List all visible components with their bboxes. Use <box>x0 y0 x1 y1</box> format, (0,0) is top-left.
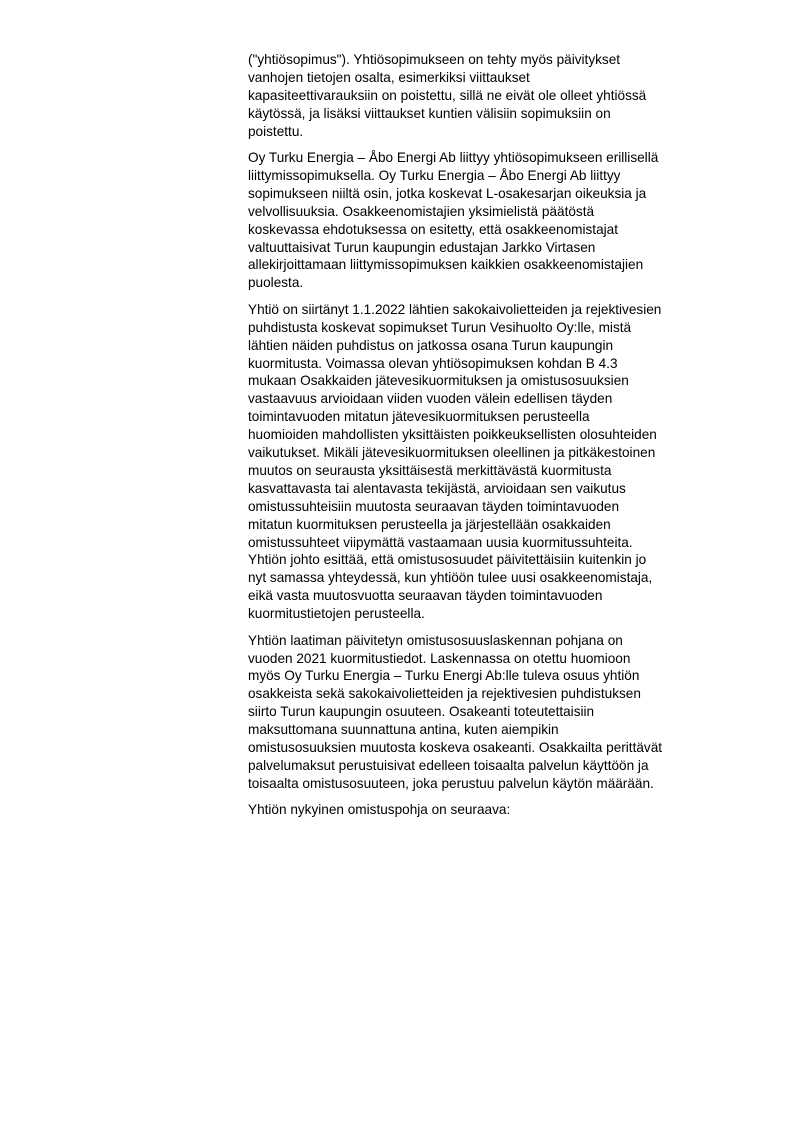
text-line: Oy Turku Energia – Åbo Energi Ab liittyy yhtiösopimukseen erillisellä <box>248 150 659 166</box>
text-line: vanhojen tietojen osalta, esimerkiksi viittaukset <box>248 69 530 85</box>
text-line: muutos on seurausta yksittäisestä merkittävästä kuormitusta <box>248 462 612 478</box>
body-text <box>248 51 744 828</box>
text-line: kapasiteettivarauksiin on poistettu, sillä ne eivät ole olleet yhtiössä <box>248 87 647 103</box>
text-line: valtuuttaisivat Turun kaupungin edustajan Jarkko Virtasen <box>248 239 596 255</box>
text-line: puhdistusta koskevat sopimukset Turun Vesihuolto Oy:lle, mistä <box>248 319 632 335</box>
text-line: allekirjoittamaan liittymissopimuksen kaikkien osakkeenomistajien <box>248 257 644 273</box>
text-line: Yhtiö on siirtänyt 1.1.2022 lähtien sakokaivolietteiden ja rejektivesien <box>248 301 662 317</box>
text-line: puolesta. <box>248 275 304 291</box>
text-line: siirto Turun kaupungin osuuteen. Osakeanti toteutettaisiin <box>248 704 595 720</box>
text-line: vuoden 2021 kuormitustiedot. Laskennassa on otettu huomioon <box>248 650 631 666</box>
text-line: mukaan Osakkaiden jätevesikuormituksen ja omistusosuuksien <box>248 373 629 389</box>
text-line: velvollisuuksia. Osakkeenomistajien yksimielistä päätöstä <box>248 203 595 219</box>
text-line: omistussuhteisiin muutosta seuraavan täyden toimintavuoden <box>248 498 620 514</box>
text-line: vastaavuus arvioidaan viiden vuoden välein edellisen täyden <box>248 391 613 407</box>
text-line: poistettu. <box>248 123 304 139</box>
text-line: sopimukseen niiltä osin, jotka koskevat L-osakesarjan oikeuksia ja <box>248 185 647 201</box>
text-line: Yhtiön laatiman päivitetyn omistusosuuslaskennan pohjana on <box>248 632 623 648</box>
text-line: toimintavuoden mitatun jätevesikuormituksen perusteella <box>248 409 590 425</box>
text-line: käytössä, ja lisäksi viittaukset kuntien välisiin sopimuksiin on <box>248 105 611 121</box>
paragraph-current-ownership <box>248 801 744 819</box>
text-line: osakkeista sekä sakokaivolietteiden ja rejektivesien puhdistuksen <box>248 686 641 702</box>
text-line: liittymissopimuksella. Oy Turku Energia – Åbo Energi Ab liittyy <box>248 167 621 183</box>
text-line: maksuttomana suunnattuna antina, kuten aiempikin <box>248 722 559 738</box>
text-line: mitatun kuormituksen perusteella ja järjestellään osakkaiden <box>248 516 611 532</box>
text-line: omistusosuuksien muutosta koskeva osakeanti. Osakkailta perittävät <box>248 740 663 756</box>
text-line: nyt samassa yhteydessä, kun yhtiöön tulee uusi osakkeenomistaja, <box>248 570 653 586</box>
paragraph-accession-agreement <box>248 149 744 292</box>
text-line: lähtien näiden puhdistus on jatkossa osana Turun kaupungin <box>248 337 614 353</box>
paragraph-share-calculation <box>248 632 744 793</box>
text-line: omistussuhteet viipymättä vastaamaan uusia kuormitussuhteita. <box>248 534 633 550</box>
paragraph-articles-update <box>248 51 744 141</box>
text-line: Yhtiön nykyinen omistuspohja on seuraava: <box>248 802 511 818</box>
text-line: huomioiden mahdollisten yksittäisten poikkeuksellisten olosuhteiden <box>248 427 657 443</box>
paragraph-ownership-review <box>248 301 744 623</box>
text-line: vaikutukset. Mikäli jätevesikuormituksen oleellinen ja pitkäkestoinen <box>248 445 656 461</box>
text-line: kuormitusta. Voimassa olevan yhtiösopimuksen kohdan B 4.3 <box>248 355 618 371</box>
text-line: kuormitustietojen perusteella. <box>248 606 425 622</box>
text-line: toisaalta omistusosuuteen, joka perustuu palvelun käytön määrään. <box>248 775 654 791</box>
text-line: eikä vasta muutosvuotta seuraavan täyden toimintavuoden <box>248 588 603 604</box>
text-line: koskevassa ehdotuksessa on esitetty, että osakkeenomistajat <box>248 221 619 237</box>
text-line: Yhtiön johto esittää, että omistusosuudet päivitettäisiin kuitenkin jo <box>248 552 647 568</box>
text-line: kasvattavasta tai alentavasta tekijästä, arvioidaan sen vaikutus <box>248 480 626 496</box>
text-line: palvelumaksut perustuisivat edelleen toisaalta palvelun käyttöön ja <box>248 757 649 773</box>
text-line: ("yhtiösopimus"). Yhtiösopimukseen on tehty myös päivitykset <box>248 52 621 67</box>
text-line: myös Oy Turku Energia – Turku Energi Ab:lle tuleva osuus yhtiön <box>248 668 640 684</box>
